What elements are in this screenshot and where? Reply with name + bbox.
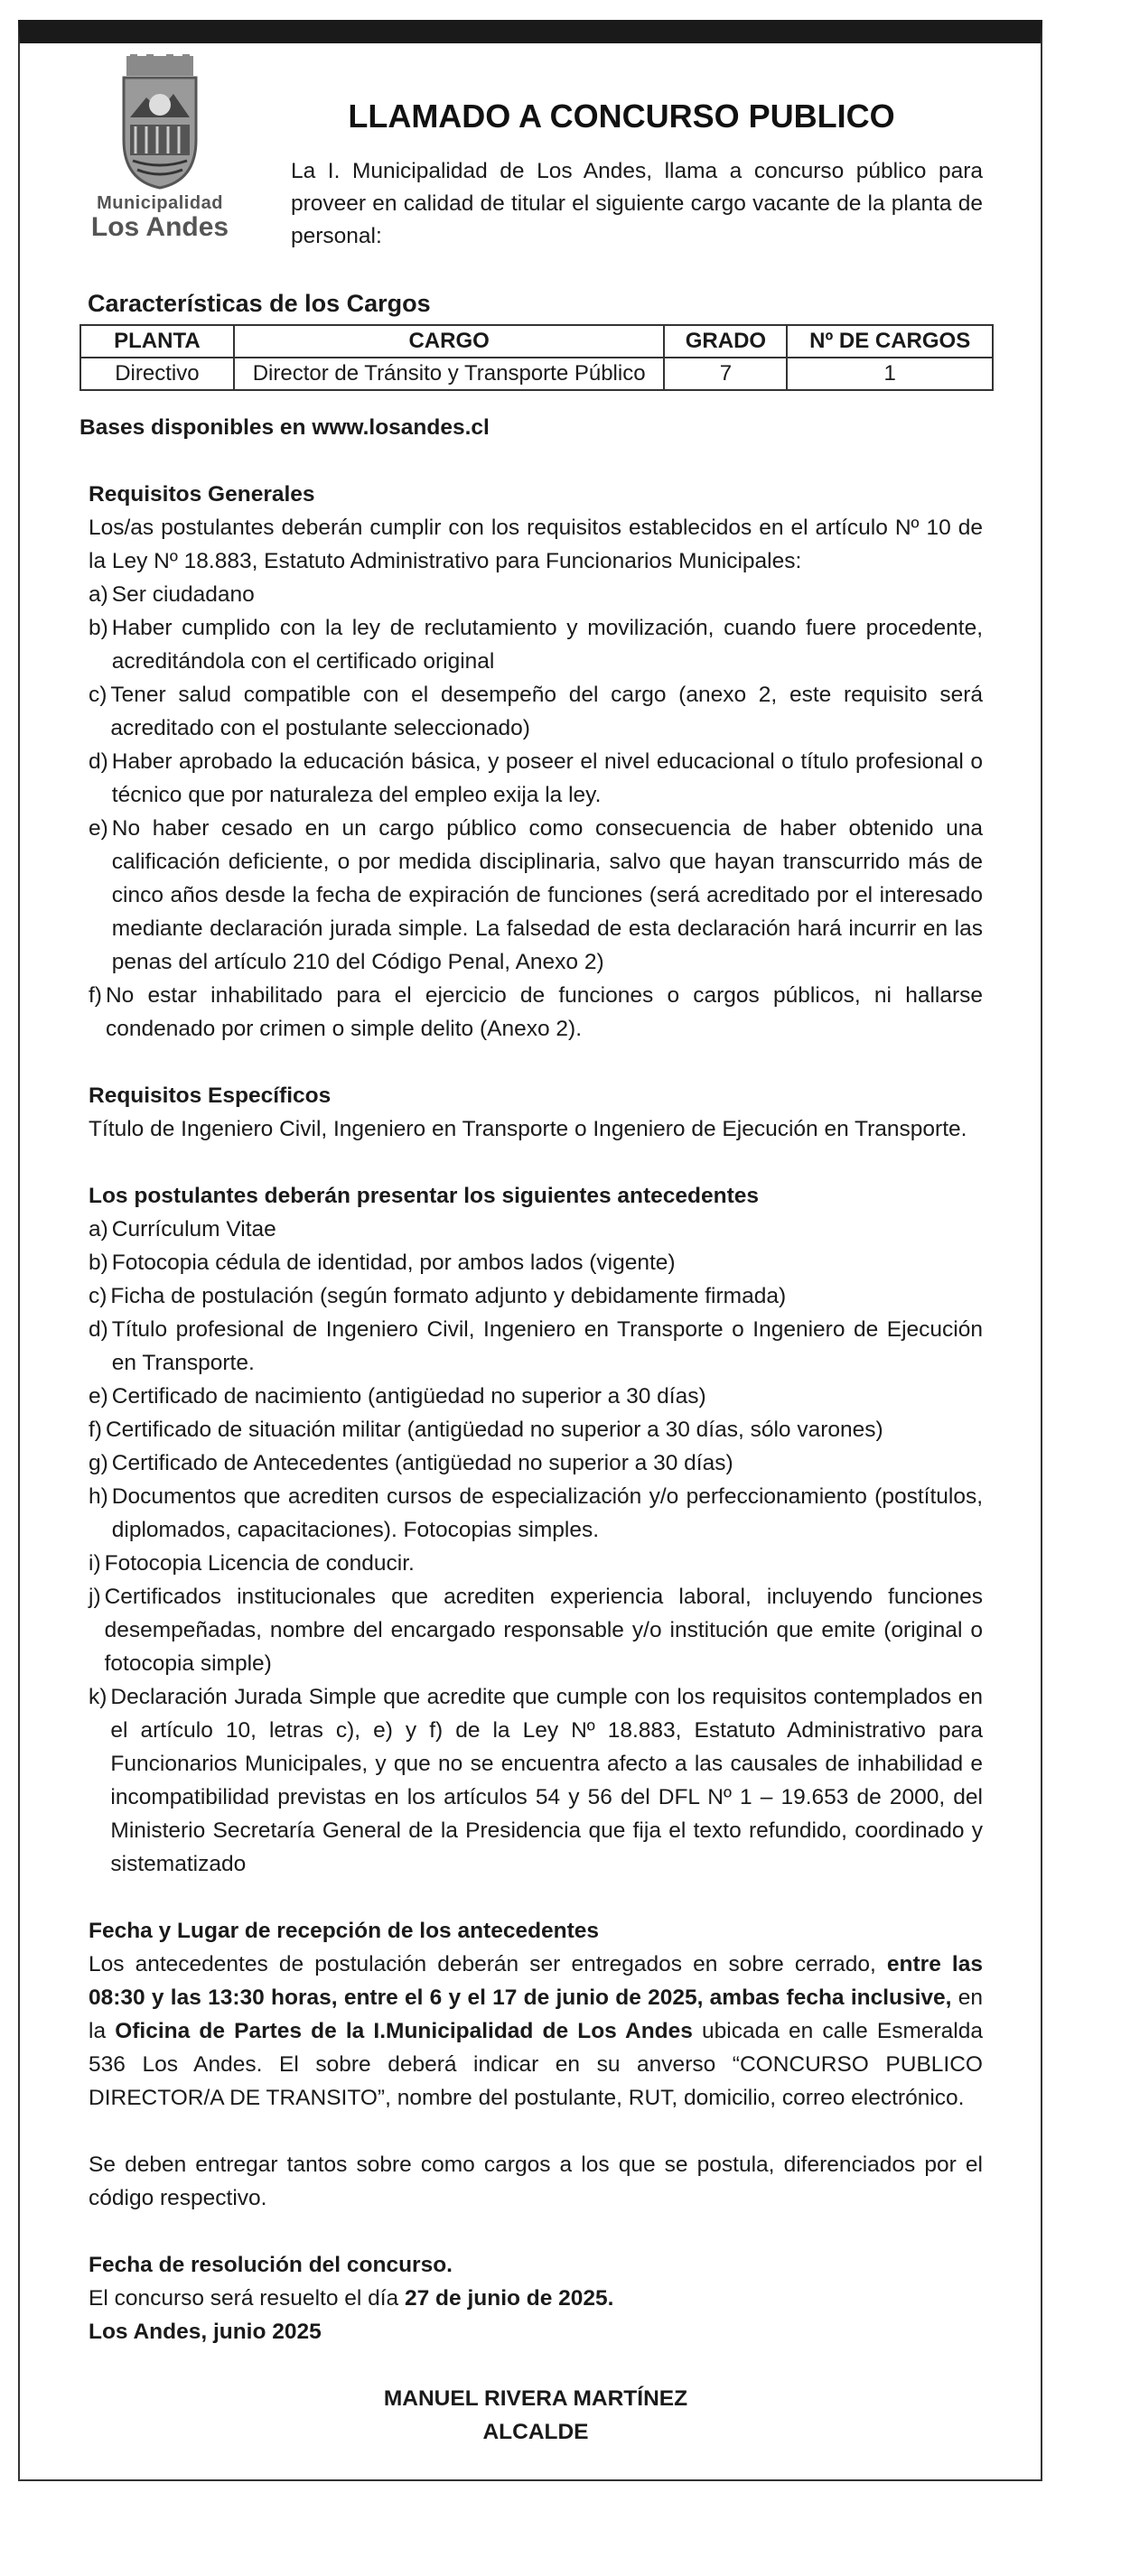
sobres-paragraph: Se deben entregar tantos sobre como cargos a los que se postula, diferenciados por el código respectivo. [89, 2153, 983, 2210]
fecha-lugar-heading: Fecha y Lugar de recepción de los antecedentes [89, 1919, 600, 1943]
page-title: LLAMADO A CONCURSO PUBLICO [348, 98, 895, 135]
list-item: g) Certificado de Antecedentes (antigüedad no superior a 30 días) [89, 1451, 733, 1475]
list-item: f) Certificado de situación militar (antigüedad no superior a 30 días, sólo varones) [89, 1418, 883, 1442]
list-item: c) Tener salud compatible con el desempeño del cargo (anexo 2, este requisito será acreditado con el postulante seleccionado) [89, 683, 983, 740]
signatory-role: ALCALDE [482, 2420, 589, 2444]
list-item: d) Título profesional de Ingeniero Civil, Ingeniero en Transporte o Ingeniero de Ejecución en Transporte. [89, 1317, 983, 1375]
generales-intro: Los/as postulantes deberán cumplir con los requisitos establecidos en el artículo Nº 10 de la Ley Nº 18.883, Estatuto Administrativo para Funcionarios Municipales: [89, 516, 983, 573]
generales-list [89, 578, 983, 1046]
resolucion-heading: Fecha de resolución del concurso. [89, 2253, 453, 2277]
resolucion-text: El concurso será resuelto el día 27 de junio de 2025. [89, 2286, 614, 2311]
intro-paragraph: La I. Municipalidad de Los Andes, llama a concurso público para proveer en calidad de titular el siguiente cargo vacante de la planta de personal: [291, 159, 983, 248]
table-row [80, 358, 993, 390]
especificos-heading: Requisitos Específicos [89, 1083, 332, 1108]
antecedentes-list [89, 1213, 983, 1881]
antecedentes-heading: Los postulantes deberán presentar los siguientes antecedentes [89, 1184, 760, 1208]
list-item: e) Certificado de nacimiento (antigüedad no superior a 30 días) [89, 1384, 706, 1409]
list-item: e) No haber cesado en un cargo público como consecuencia de haber obtenido una calificación deficiente, o por medida disciplinaria, salvo que hayan transcurrido más de cinco años desde la fecha de expiración de funciones (será acreditado por el interesado mediante declaración jurada simple. La falsedad de esta declaración hará incurrir en las penas del artículo 210 del Código Penal, Anexo 2) [89, 816, 983, 974]
list-item: b) Fotocopia cédula de identidad, por ambos lados (vigente) [89, 1251, 676, 1275]
municipal-logo [74, 54, 246, 241]
especificos-text: Título de Ingeniero Civil, Ingeniero en Transporte o Ingeniero de Ejecución en Transporte. [89, 1117, 967, 1141]
coat-of-arms-icon [110, 54, 210, 190]
logo-municipalidad-text: Municipalidad [97, 193, 223, 213]
list-item: b) Haber cumplido con la ley de reclutamiento y movilización, cuando fuere procedente, acreditándola con el certificado original [89, 616, 983, 674]
list-item: a) Currículum Vitae [89, 1217, 276, 1242]
cell-cargo: Director de Tránsito y Transporte Público [234, 358, 665, 390]
notice-body [79, 287, 983, 2449]
list-item: a) Ser ciudadano [89, 582, 255, 607]
col-grado: GRADO [664, 325, 787, 358]
list-item: f) No estar inhabilitado para el ejercicio de funciones o cargos públicos, ni hallarse condenado por crimen o simple delito (Anexo 2). [89, 983, 983, 1041]
list-item: k) Declaración Jurada Simple que acredite que cumple con los requisitos contemplados en el artículo 10, letras c), e) y f) de la Ley Nº 18.883, Estatuto Administrativo para Funcionarios Municipales, y que no se encuentra afecto a las causales de inhabilidad e incompatibilidad previstas en los artículos 54 y 56 del DFL Nº 1 – 19.653 de 2000, del Ministerio Secretaría General de la Presidencia que fija el texto refundido, coordinado y sistematizado [89, 1685, 983, 1876]
caracteristicas-heading: Características de los Cargos [88, 290, 431, 317]
bases-link-text: Bases disponibles en www.losandes.cl [79, 415, 490, 440]
col-planta: PLANTA [80, 325, 234, 358]
list-item: c) Ficha de postulación (según formato adjunto y debidamente firmada) [89, 1284, 787, 1308]
place-date: Los Andes, junio 2025 [89, 2320, 322, 2344]
list-item: h) Documentos que acrediten cursos de especialización y/o perfeccionamiento (postítulos, diplomados, capacitaciones). Fotocopias simples. [89, 1484, 983, 1542]
signatory-name: MANUEL RIVERA MARTÍNEZ [383, 2386, 688, 2411]
col-cargo: CARGO [234, 325, 665, 358]
cargos-table [79, 324, 994, 391]
fecha-lugar-paragraph: Los antecedentes de postulación deberán ser entregados en sobre cerrado, entre las 08:30 y las 13:30 horas, entre el 6 y el 17 de junio de 2025, ambas fecha inclusive, en la Oficina de Partes de la I.Municipalidad de Los Andes ubicada en calle Esmeralda 536 Los Andes. El sobre deberá indicar en su anverso “CONCURSO PUBLICO DIRECTOR/A DE TRANSITO”, nombre del postulante, RUT, domicilio, correo electrónico. [89, 1952, 983, 2110]
generales-heading: Requisitos Generales [89, 482, 315, 507]
cell-n-cargos: 1 [787, 358, 993, 390]
logo-los-andes-text: Los Andes [90, 212, 229, 242]
list-item: d) Haber aprobado la educación básica, y poseer el nivel educacional o título profesional o técnico que por naturaleza del empleo exija la ley. [89, 749, 983, 807]
cell-planta: Directivo [80, 358, 234, 390]
list-item: j) Certificados institucionales que acrediten experiencia laboral, incluyendo funciones desempeñadas, nombre del encargado responsable y/o institución que emite (original o fotocopia simple) [89, 1585, 983, 1676]
table-header-row [80, 325, 993, 358]
col-n-cargos: Nº DE CARGOS [787, 325, 993, 358]
cell-grado: 7 [664, 358, 787, 390]
list-item: i) Fotocopia Licencia de conducir. [89, 1551, 415, 1576]
